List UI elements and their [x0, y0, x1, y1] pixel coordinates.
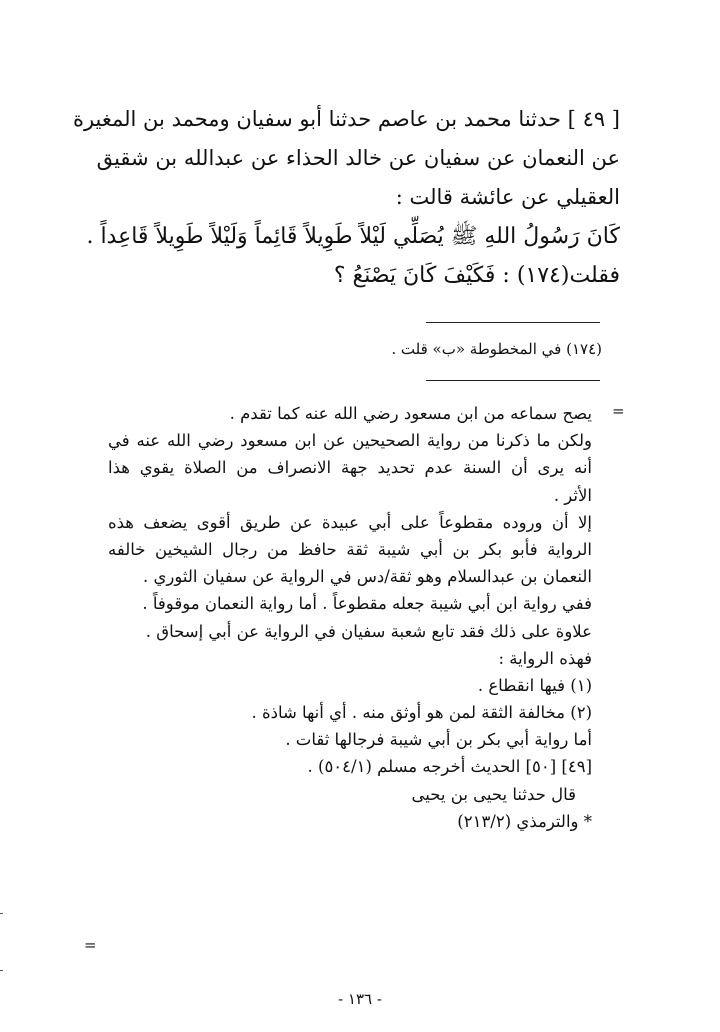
note-line: [٤٩] [٥٠] الحديث أخرجه مسلم (٥٠٤/١) .	[307, 757, 592, 777]
note-line: إلا أن وروده مقطوعاً على أبي عبيدة عن طريق أقوى يضعف هذه	[108, 512, 592, 532]
continuation-marker: =	[612, 402, 625, 420]
note-line: أما رواية أبي بكر بن أبي شيبة فرجالها ثقات .	[285, 730, 592, 750]
main-line: [ ٤٩ ] حدثنا محمد بن عاصم حدثنا أبو سفيان ومحمد بن المغيرة	[72, 107, 620, 131]
note-line: ففي رواية ابن أبي شيبة جعله مقطوعاً . أما رواية النعمان موقوفاً .	[142, 594, 592, 614]
scan-mark	[0, 970, 3, 971]
footnote-separator-top	[426, 322, 600, 323]
note-line: ولكن ما ذكرنا من رواية الصحيحين عن ابن مسعود رضي الله عنه في	[108, 431, 592, 451]
main-line: عن النعمان عن سفيان عن خالد الحذاء عن عبدالله بن شقيق	[96, 146, 620, 170]
note-line: (٢) مخالفة الثقة لمن هو أوثق منه . أي أنها شاذة .	[251, 703, 592, 723]
main-line: العقيلي عن عائشة قالت :	[395, 185, 620, 209]
note-line: النعمان بن عبدالسلام وهو ثقة/دس في الرواية عن سفيان الثوري .	[142, 567, 592, 587]
note-line: علاوة على ذلك فقد تابع شعبة سفيان في الرواية عن أبي إسحاق .	[145, 621, 592, 641]
note-line: فهذه الرواية :	[498, 648, 592, 668]
bottom-marker: =	[84, 936, 97, 954]
note-line: قال حدثنا يحيى بن يحيى	[411, 784, 576, 804]
note-line: (١) فيها انقطاع .	[477, 675, 592, 695]
hadith-text: كَانَ رَسُولُ اللهِ ﷺ يُصَلِّي لَيْلاً طَوِيلاً قَائِماً وَلَيْلاً طَوِيلاً قَاعِداً .	[86, 224, 620, 249]
note-line: يصح سماعه من ابن مسعود رضي الله عنه كما تقدم .	[229, 404, 592, 423]
main-text	[72, 100, 620, 295]
footnote: (١٧٤) في المخطوطة «ب» قلت .	[391, 340, 602, 358]
notes-text	[108, 400, 592, 835]
note-line: الرواية فأبو بكر بن أبي شيبة ثقة حافظ من رجال الشيخين خالفه	[108, 539, 592, 559]
main-line: فقلت(١٧٤) : فَكَيْفَ كَانَ يَصْنَعُ ؟	[333, 263, 620, 288]
footnote-separator-bottom	[426, 380, 600, 381]
page-number: - ١٣٦ -	[338, 990, 382, 1008]
note-line: الأثر .	[553, 485, 592, 505]
note-line: * والترمذي (٢١٣/٢)	[457, 811, 592, 831]
scan-mark	[0, 913, 3, 914]
note-line: أنه يرى أن السنة عدم تحديد جهة الانصراف من الصلاة يقوي هذا	[108, 458, 592, 478]
